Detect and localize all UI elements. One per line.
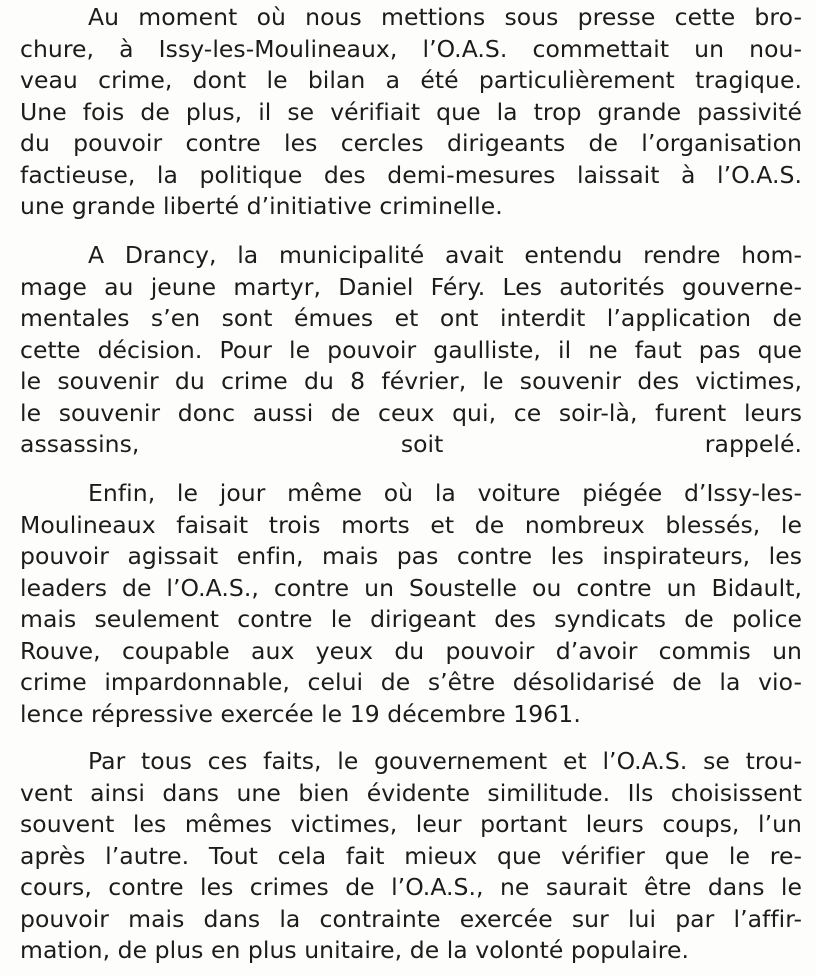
text-line: le souvenir du crime du 8 février, le souvenir des victimes, bbox=[20, 367, 802, 395]
text-line: chure, à Issy-les-Moulineaux, l’O.A.S. commettait un nou- bbox=[20, 34, 802, 63]
paragraph-2 bbox=[20, 240, 802, 492]
text-line: Rouve, coupable aux yeux du pouvoir d’avoir commis un bbox=[20, 636, 802, 665]
paragraph-1 bbox=[20, 2, 802, 223]
text-line: pouvoir mais dans la contrainte exercée sur lui par l’affir- bbox=[20, 904, 802, 933]
text-line: lence répressive exercée le 19 décembre 1961. bbox=[20, 699, 581, 728]
text-line: souvent les mêmes victimes, leur portant leurs coups, l’un bbox=[20, 810, 802, 838]
text-line: pouvoir agissait enfin, mais pas contre les inspirateurs, les bbox=[20, 542, 802, 570]
text-line: après l’autre. Tout cela fait mieux que vérifier que le re- bbox=[20, 841, 802, 870]
text-line: Au moment où nous mettions sous presse cette bro- bbox=[88, 3, 802, 31]
text-line: A Drancy, la municipalité avait entendu rendre hom- bbox=[88, 241, 802, 269]
text-line: veau crime, dont le bilan a été particulièrement tragique. bbox=[20, 66, 802, 94]
text-line: vent ainsi dans une bien évidente similitude. Ils choisissent bbox=[20, 778, 802, 807]
text-line: mais seulement contre le dirigeant des syndicats de police bbox=[20, 605, 802, 633]
text-line: cours, contre les crimes de l’O.A.S., ne saurait être dans le bbox=[20, 873, 802, 901]
text-line: une grande liberté d’initiative criminelle. bbox=[20, 192, 503, 220]
text-line: leaders de l’O.A.S., contre un Soustelle ou contre un Bidault, bbox=[20, 573, 802, 602]
text-line: factieuse, la politique des demi-mesures laissait à l’O.A.S. bbox=[20, 160, 802, 189]
text-line: mage au jeune martyr, Daniel Féry. Les autorités gouverne- bbox=[20, 272, 802, 301]
text-line: Enfin, le jour même où la voiture piégée d’Issy-les- bbox=[88, 479, 802, 507]
text-line: assassins, soit rappelé. bbox=[20, 430, 802, 458]
text-line: mation, de plus en plus unitaire, de la volonté populaire. bbox=[20, 936, 690, 964]
text-line: le souvenir donc aussi de ceux qui, ce soir-là, furent leurs bbox=[20, 398, 802, 427]
text-line: Une fois de plus, il se vérifiait que la trop grande passivité bbox=[20, 97, 802, 126]
paragraph-4 bbox=[20, 746, 802, 967]
text-line: cette décision. Pour le pouvoir gaulliste, il ne faut pas que bbox=[20, 335, 802, 364]
text-line: du pouvoir contre les cercles dirigeants de l’organisation bbox=[20, 129, 802, 157]
text-line: Moulineaux faisait trois morts et de nombreux blessés, le bbox=[20, 510, 802, 539]
text-line: Par tous ces faits, le gouvernement et l’O.A.S. se trou- bbox=[88, 747, 802, 775]
paragraph-3 bbox=[20, 478, 802, 730]
text-line: crime impardonnable, celui de s’être désolidarisé de la vio- bbox=[20, 668, 802, 696]
text-line: mentales s’en sont émues et ont interdit l’application de bbox=[20, 304, 802, 332]
